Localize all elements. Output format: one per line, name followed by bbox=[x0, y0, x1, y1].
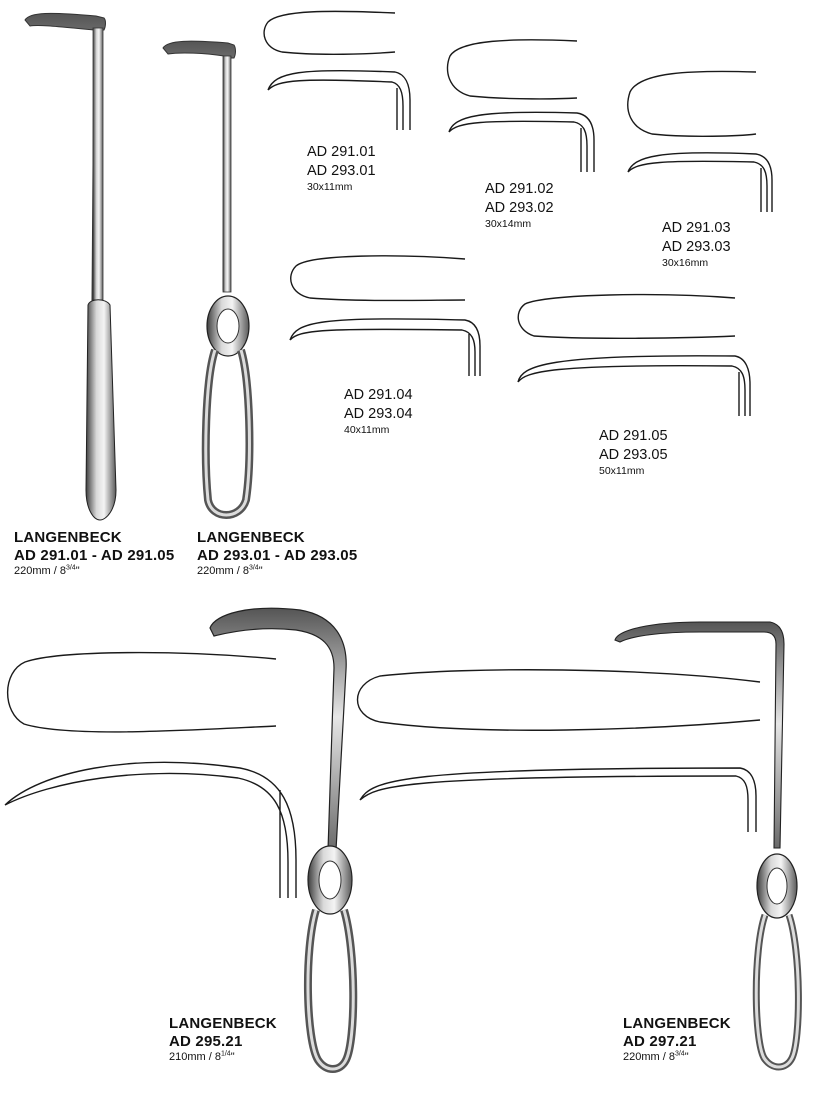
product-code: AD 293.01 - AD 293.05 bbox=[197, 547, 358, 564]
blade-code-secondary: AD 293.02 bbox=[485, 200, 554, 216]
product-label-293 bbox=[197, 529, 357, 578]
size-value: 210mm / 8 bbox=[169, 1051, 221, 1063]
product-size bbox=[14, 565, 174, 578]
size-unit: " bbox=[258, 565, 263, 577]
blade-code-primary: AD 291.05 bbox=[599, 428, 668, 444]
size-unit: " bbox=[684, 1051, 689, 1063]
blade-label-03 bbox=[662, 219, 731, 270]
retractor-297-image bbox=[615, 622, 798, 1067]
product-code: AD 295.21 bbox=[169, 1033, 243, 1050]
blade-dimension: 30x16mm bbox=[662, 257, 709, 269]
product-label-295 bbox=[169, 1015, 277, 1064]
size-value: 220mm / 8 bbox=[197, 565, 249, 577]
blade-dimension: 30x11mm bbox=[307, 181, 353, 193]
retractor-295-image bbox=[210, 608, 353, 1069]
size-value: 220mm / 8 bbox=[623, 1051, 675, 1063]
size-fraction: 3/4 bbox=[674, 1050, 685, 1058]
product-label-291 bbox=[14, 529, 174, 578]
retractor-solid-handle-image bbox=[25, 13, 116, 520]
size-unit: " bbox=[230, 1051, 235, 1063]
product-size bbox=[623, 1051, 731, 1064]
blade-code-secondary: AD 293.03 bbox=[662, 239, 731, 255]
blade-code-primary: AD 291.01 bbox=[307, 144, 376, 160]
blade-code-secondary: AD 293.01 bbox=[307, 163, 376, 179]
product-name: LANGENBECK bbox=[197, 529, 305, 546]
size-unit: " bbox=[75, 565, 80, 577]
size-value: 220mm / 8 bbox=[14, 565, 66, 577]
product-name: LANGENBECK bbox=[14, 529, 122, 546]
product-size bbox=[197, 565, 357, 578]
blade-code-secondary: AD 293.04 bbox=[344, 406, 413, 422]
product-name: LANGENBECK bbox=[623, 1015, 731, 1032]
blade-label-04 bbox=[344, 386, 413, 437]
size-fraction: 3/4 bbox=[65, 564, 76, 572]
size-fraction: 1/4 bbox=[220, 1050, 231, 1058]
blade-code-primary: AD 291.02 bbox=[485, 181, 554, 197]
blade-label-01 bbox=[307, 143, 376, 194]
blade-dimension: 50x11mm bbox=[599, 465, 645, 477]
product-name: LANGENBECK bbox=[169, 1015, 277, 1032]
blade-code-primary: AD 291.04 bbox=[344, 387, 413, 403]
product-label-297 bbox=[623, 1015, 731, 1064]
product-size bbox=[169, 1051, 277, 1064]
retractor-ring-handle-image bbox=[163, 41, 249, 515]
blade-dimension: 40x11mm bbox=[344, 424, 390, 436]
product-code: AD 297.21 bbox=[623, 1033, 697, 1050]
blade-label-02 bbox=[485, 180, 554, 231]
blade-code-secondary: AD 293.05 bbox=[599, 447, 668, 463]
blade-dimension: 30x14mm bbox=[485, 218, 532, 230]
size-fraction: 3/4 bbox=[248, 564, 259, 572]
blade-code-primary: AD 291.03 bbox=[662, 220, 731, 236]
blade-label-05 bbox=[599, 427, 668, 478]
product-code: AD 291.01 - AD 291.05 bbox=[14, 547, 175, 564]
